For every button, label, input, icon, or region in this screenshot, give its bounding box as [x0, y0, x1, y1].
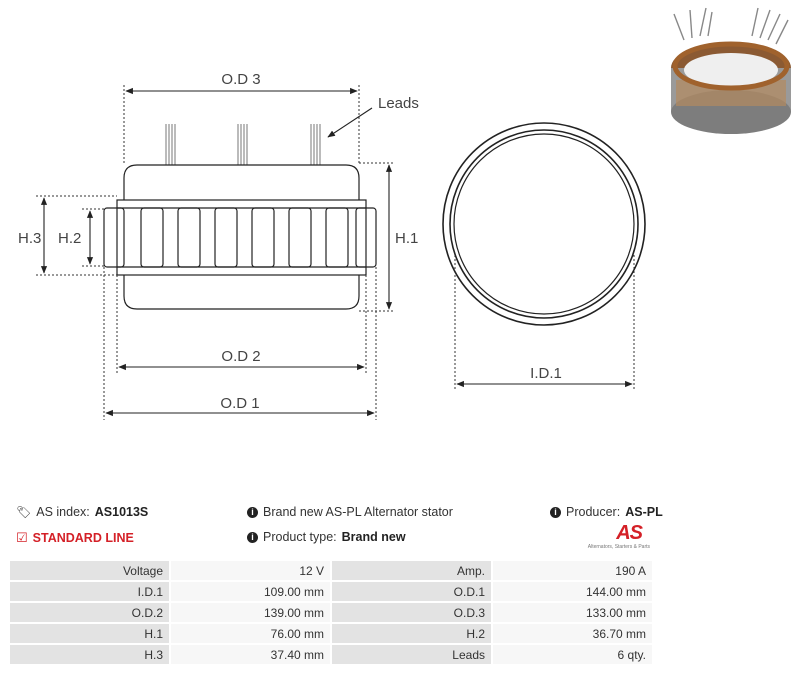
spec-value: 133.00 mm — [493, 603, 652, 622]
specs-table — [8, 559, 654, 666]
table-row — [10, 624, 652, 643]
spec-key: O.D.3 — [332, 603, 491, 622]
top-view — [443, 123, 645, 325]
spec-value: 109.00 mm — [171, 582, 330, 601]
tags-icon: 🏷 — [16, 505, 32, 519]
bottom-winding — [124, 275, 359, 309]
table-row — [10, 645, 652, 664]
spec-key: Leads — [332, 645, 491, 664]
product-type-value: Brand new — [341, 530, 406, 544]
product-type — [247, 530, 406, 544]
spec-value: 12 V — [171, 561, 330, 580]
spec-key: H.1 — [10, 624, 169, 643]
producer — [550, 505, 663, 519]
side-view — [104, 124, 376, 309]
spec-value: 6 qty. — [493, 645, 652, 664]
od1-label: O.D 1 — [220, 395, 260, 412]
spec-value: 76.00 mm — [171, 624, 330, 643]
as-index-value: AS1013S — [94, 505, 149, 519]
as-pl-logo — [588, 522, 650, 552]
od3-label: O.D 3 — [221, 71, 261, 88]
core-slots — [104, 208, 376, 267]
standard-line — [16, 530, 134, 546]
table-row — [10, 582, 652, 601]
spec-key: I.D.1 — [10, 582, 169, 601]
as-index — [16, 505, 148, 519]
spec-value: 190 A — [493, 561, 652, 580]
outer-ring — [443, 123, 645, 325]
info-icon: i — [247, 507, 258, 518]
spec-value: 139.00 mm — [171, 603, 330, 622]
table-row — [10, 603, 652, 622]
stator-photo — [671, 8, 791, 134]
info-icon: i — [550, 507, 561, 518]
producer-label: Producer: — [566, 505, 621, 519]
standard-line-text: STANDARD LINE — [32, 531, 134, 545]
h2-label: H.2 — [58, 230, 82, 247]
product-type-label: Product type: — [263, 530, 337, 544]
spec-key: Amp. — [332, 561, 491, 580]
producer-value: AS-PL — [625, 505, 663, 519]
spec-key: Voltage — [10, 561, 169, 580]
id1-label: I.D.1 — [530, 365, 562, 382]
brand-text: Brand new AS-PL Alternator stator — [263, 505, 453, 519]
spec-value: 144.00 mm — [493, 582, 652, 601]
leads-pointer — [328, 108, 372, 137]
spec-key: O.D.2 — [10, 603, 169, 622]
spec-key: H.3 — [10, 645, 169, 664]
logo-mark: AS — [616, 522, 642, 544]
spec-key: H.2 — [332, 624, 491, 643]
as-index-label: AS index: — [36, 505, 90, 519]
spec-key: O.D.1 — [332, 582, 491, 601]
logo-subtitle: Alternators, Starters & Parts — [587, 544, 650, 550]
spec-value: 36.70 mm — [493, 624, 652, 643]
spec-value: 37.40 mm — [171, 645, 330, 664]
brand-info — [247, 505, 453, 519]
stator-core — [117, 200, 366, 275]
lead-wires — [166, 124, 320, 165]
leads-label: Leads — [378, 95, 419, 112]
inner-ring — [450, 130, 638, 318]
check-square-icon: ☑ — [16, 530, 28, 545]
table-row — [10, 561, 652, 580]
inner-bore — [454, 134, 634, 314]
h3-label: H.3 — [18, 230, 42, 247]
info-icon: i — [247, 532, 258, 543]
od2-label: O.D 2 — [221, 348, 261, 365]
top-winding — [124, 165, 359, 200]
h1-label: H.1 — [395, 230, 419, 247]
